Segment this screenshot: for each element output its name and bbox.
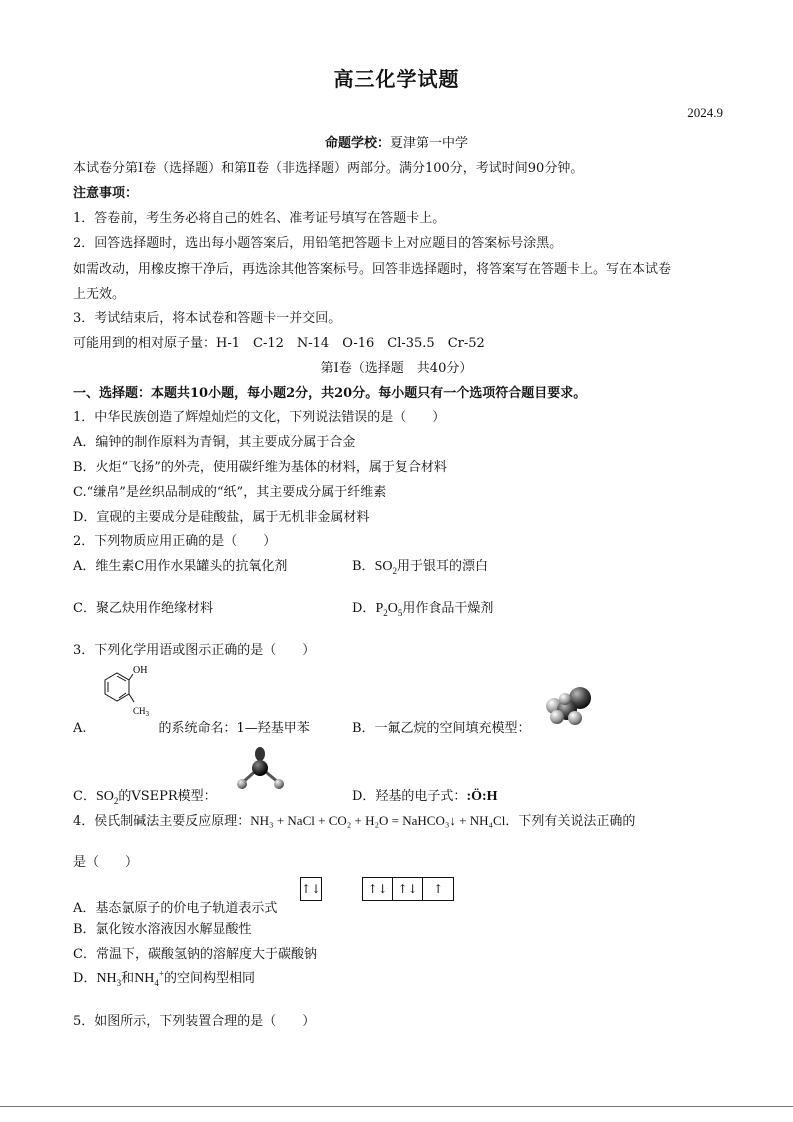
- notice-item: 1．答卷前，考生务必将自己的姓名、准考证号填写在答题卡上。: [73, 211, 446, 226]
- notice-item: 3．考试结束后，将本试卷和答题卡一并交回。: [73, 311, 342, 326]
- q2-option-a: A．维生素C用作水果罐头的抗氧化剂: [73, 559, 288, 574]
- school-name: 夏津第一中学: [390, 136, 469, 151]
- q4-option-c: C．常温下，碳酸氢钠的溶解度大于碳酸钠: [73, 947, 317, 962]
- school-label: 命题学校：: [324, 136, 390, 151]
- oh-label: OH: [133, 665, 148, 676]
- q3-stem: 3．下列化学用语或图示正确的是（ ）: [73, 643, 316, 658]
- page-title: 高三化学试题: [333, 67, 460, 91]
- section-heading: 一、选择题：本题共10小题，每小题2分，共20分。每小题只有一个选项符合题目要求。: [73, 386, 587, 401]
- chlorine-orbital-diagram: [300, 877, 454, 901]
- q3-option-b: B．一氟乙烷的空间填充模型：: [352, 721, 531, 736]
- q4-stem-cont: 是（ ）: [73, 855, 139, 870]
- hydroxyl-electron-formula: :Ö:H: [466, 789, 498, 804]
- q2-option-c: C．聚乙炔用作绝缘材料: [73, 601, 213, 616]
- so2-formula: $SO_2$: [374, 559, 397, 576]
- notice-item: 2．回答选择题时，选出每小题答案后，用铅笔把答题卡上对应题目的答案标号涂黑。: [73, 236, 563, 251]
- q1-option-a: A．编钟的制作原料为青铜，其主要成分属于合金: [73, 435, 356, 450]
- so2-vsepr-model: [234, 745, 288, 795]
- notice-item: 上无效。: [73, 287, 126, 302]
- so2-formula: $SO_2$: [95, 789, 119, 806]
- q2-stem: 2．下列物质应用正确的是（ ）: [73, 534, 277, 549]
- q2-option-d: D．$P_2O_5$用作食品干燥剂: [352, 601, 494, 618]
- hou-reaction-equation: NH₃ + NaCl + CO₂ + H₂O = NaHCO₃↓ + NH₄Cl: [250, 813, 506, 828]
- q3-option-d: D．羟基的电子式：:Ö:H: [352, 789, 498, 804]
- fluoroethane-space-filling-model: [543, 684, 595, 728]
- q3-option-c: C．$SO_2$的VSEPR模型：: [73, 789, 217, 806]
- ch3-label: $CH_3$: [133, 706, 150, 718]
- part-heading: 第Ⅰ卷（选择题 共40分）: [320, 361, 473, 376]
- q4-stem: 4．侯氏制碱法主要反应原理：NH₃ + NaCl + CO₂ + H₂O = NaHCO₃↓ + NH₄Cl．下列有关说法正确的: [73, 813, 636, 829]
- page-bottom-divider: [0, 1106, 793, 1107]
- q1-option-d: D．宣砚的主要成分是硅酸盐，属于无机非金属材料: [73, 510, 370, 525]
- q4-option-a: A．基态氯原子的价电子轨道表示式: [73, 901, 278, 916]
- q1-option-b: B．火炬“飞扬”的外壳，使用碳纤维为基体的材料，属于复合材料: [73, 460, 447, 475]
- q4-option-d: D．$NH_3$和$NH_4^+$的空间构型相同: [73, 968, 256, 988]
- nh4-formula: $NH_4^+$: [134, 968, 164, 988]
- q1-option-c: C.“缣帛”是丝织品制成的“纸”，其主要成分属于纤维素: [73, 485, 387, 500]
- q5-stem: 5．如图所示，下列装置合理的是（ ）: [73, 1014, 316, 1029]
- notice-item: 如需改动，用橡皮擦干净后，再选涂其他答案标号。回答非选择题时，将答案写在答题卡上。写在本试卷: [73, 262, 672, 277]
- nh3-formula: $NH_3$: [96, 971, 122, 988]
- p2o5-formula: $P_2O_5$: [375, 601, 403, 618]
- orbital-3s: ↑↓: [300, 877, 322, 901]
- o-cresol-structure: [93, 660, 163, 722]
- q1-stem: 1．中华民族创造了辉煌灿烂的文化，下列说法错误的是（ ）: [73, 410, 446, 425]
- q2-option-b: B．$SO_2$用于银耳的漂白: [352, 559, 488, 576]
- q3-option-a: A. 的系统命名：1—羟基甲苯: [73, 721, 310, 736]
- q4-option-b: B．氯化铵水溶液因水解显酸性: [73, 922, 252, 937]
- orbital-3p: ↑↓ ↑↓ ↑: [362, 877, 454, 901]
- exam-date: 2024.9: [687, 105, 723, 120]
- notice-heading: 注意事项：: [73, 186, 139, 201]
- atomic-masses: 可能用到的相对原子量：H-1 C-12 N-14 O-16 Cl-35.5 Cr-52: [73, 336, 485, 351]
- school-line: [0, 132, 793, 151]
- intro-text: 本试卷分第Ⅰ卷（选择题）和第Ⅱ卷（非选择题）两部分。满分100分，考试时间90分钟。: [73, 161, 584, 176]
